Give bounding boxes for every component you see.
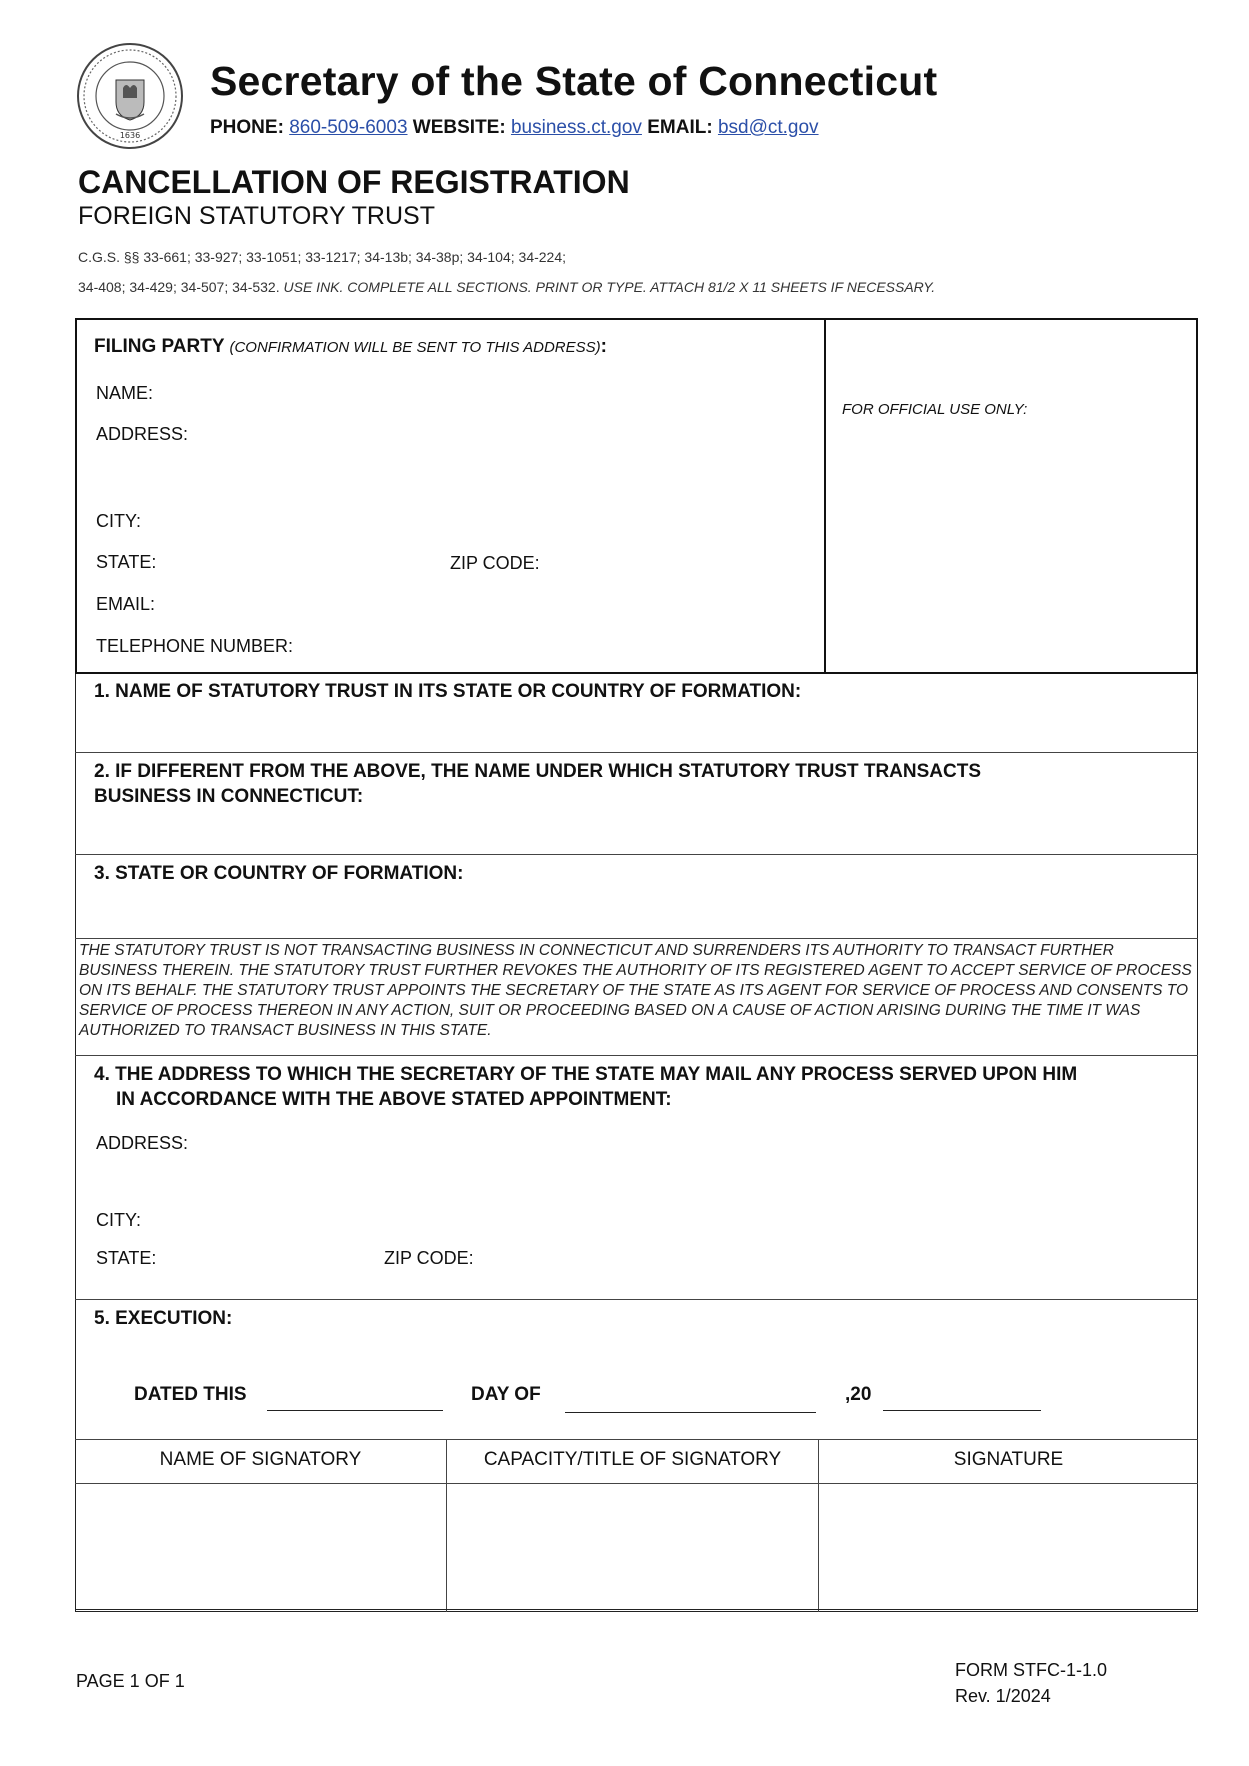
filer-state-label: STATE:: [96, 552, 157, 572]
filer-city-label: CITY:: [96, 511, 142, 531]
seal-year: 1636: [119, 131, 141, 140]
filing-party-heading: FILING PARTY (CONFIRMATION WILL BE SENT TO THIS ADDRESS):: [94, 336, 607, 357]
state-seal-logo: [76, 42, 184, 150]
official-use-divider: [824, 318, 826, 674]
divider: [75, 938, 1198, 939]
day-of-label: DAY OF: [471, 1384, 541, 1405]
website-link[interactable]: business.ct.gov: [510, 117, 642, 138]
filing-party-box: [75, 318, 1198, 674]
divider: [75, 1439, 1198, 1440]
section-1-label: 1. NAME OF STATUTORY TRUST IN ITS STATE OR COUNTRY OF FORMATION:: [94, 681, 802, 702]
email-link[interactable]: bsd@ct.gov: [717, 117, 819, 138]
signatory-name-cell[interactable]: [76, 1484, 445, 1610]
agency-title: Secretary of the State of Connecticut: [210, 58, 938, 104]
section-2-label-line-1: 2. IF DIFFERENT FROM THE ABOVE, THE NAME UNDER WHICH STATUTORY TRUST TRANSACTS: [94, 761, 982, 782]
dated-this-label: DATED THIS: [134, 1384, 247, 1405]
phone-link[interactable]: 860-509-6003: [289, 117, 408, 138]
signature-cell[interactable]: [820, 1484, 1196, 1610]
phone-label: PHONE:: [210, 117, 284, 138]
filer-telephone-label: TELEPHONE NUMBER:: [96, 636, 294, 656]
filing-party-note: (CONFIRMATION WILL BE SENT TO THIS ADDRESS): [229, 339, 601, 356]
instructions: USE INK. COMPLETE ALL SECTIONS. PRINT OR TYPE. ATTACH 81/2 X 11 SHEETS IF NECESSARY.: [283, 279, 936, 295]
filer-email-label: EMAIL:: [96, 594, 156, 614]
col-name-of-signatory: NAME OF SIGNATORY: [159, 1449, 362, 1470]
form-number: FORM STFC-1-1.0: [955, 1660, 1108, 1680]
form-subtitle: FOREIGN STATUTORY TRUST: [78, 202, 435, 230]
divider: [75, 752, 1198, 753]
statutes-line-2: [78, 279, 935, 295]
statutes-line-1: C.G.S. §§ 33-661; 33-927; 33-1051; 33-1217; 34-13b; 34-38p; 34-104; 34-224;: [78, 249, 567, 265]
surrender-statement: THE STATUTORY TRUST IS NOT TRANSACTING BUSINESS IN CONNECTICUT AND SURRENDERS ITS AUTHORITY TO TRANSACT FURTHER BUSINESS THEREIN. THE STATUTORY TRUST FURTHER REVOKES THE AUTHORITY OF ITS REGISTERED AGENT TO ACCEPT SERVICE OF PROCESS ON ITS BEHALF. THE STATUTORY TRUST APPOINTS THE SECRETARY OF THE STATE AS ITS AGENT FOR SERVICE OF PROCESS AND CONSENTS TO SERVICE OF PROCESS THEREON IN ANY ACTION, SUIT OR PROCEEDING BASED ON A CAUSE OF ACTION ARISING DURING THE TIME IT WAS AUTHORIZED TO TRANSACT BUSINESS IN THIS STATE.: [79, 942, 1192, 1039]
form-title: CANCELLATION OF REGISTRATION: [78, 164, 630, 200]
divider: [75, 1055, 1198, 1056]
process-address-label: ADDRESS:: [96, 1133, 189, 1153]
official-use-label: FOR OFFICIAL USE ONLY:: [842, 401, 1028, 418]
filer-zip-label: ZIP CODE:: [450, 553, 540, 573]
process-state-label: STATE:: [96, 1248, 157, 1268]
section-3-label: 3. STATE OR COUNTRY OF FORMATION:: [94, 863, 464, 884]
website-label: WEBSITE:: [412, 117, 506, 138]
section-5-label: 5. EXECUTION:: [94, 1308, 233, 1329]
divider: [75, 854, 1198, 855]
section-4-label-line-2: IN ACCORDANCE WITH THE ABOVE STATED APPOINTMENT:: [116, 1089, 672, 1110]
contact-line: [210, 117, 819, 139]
col-signature: SIGNATURE: [953, 1449, 1064, 1470]
section-2-label-line-2: BUSINESS IN CONNECTICUT:: [94, 786, 364, 807]
signatory-title-cell[interactable]: [448, 1484, 817, 1610]
year-input-line[interactable]: [883, 1410, 1041, 1411]
day-input-line[interactable]: [267, 1410, 443, 1411]
statutes-line-2-text: 34-408; 34-429; 34-507; 34-532.: [78, 279, 280, 295]
month-input-line[interactable]: [565, 1412, 816, 1413]
process-zip-label: ZIP CODE:: [384, 1248, 474, 1268]
section-4-label-line-1: 4. THE ADDRESS TO WHICH THE SECRETARY OF THE STATE MAY MAIL ANY PROCESS SERVED UPON HIM: [94, 1064, 1078, 1085]
divider: [75, 1299, 1198, 1300]
filer-address-label: ADDRESS:: [96, 424, 189, 444]
col-capacity-title: CAPACITY/TITLE OF SIGNATORY: [483, 1449, 782, 1470]
page-number: PAGE 1 OF 1: [76, 1671, 185, 1691]
filer-name-label: NAME:: [96, 383, 154, 403]
form-revision: Rev. 1/2024: [955, 1686, 1051, 1706]
email-label: EMAIL:: [647, 117, 713, 138]
table-bottom-rule: [75, 1609, 1198, 1610]
process-city-label: CITY:: [96, 1210, 142, 1230]
year-prefix-label: ,20: [845, 1384, 872, 1405]
